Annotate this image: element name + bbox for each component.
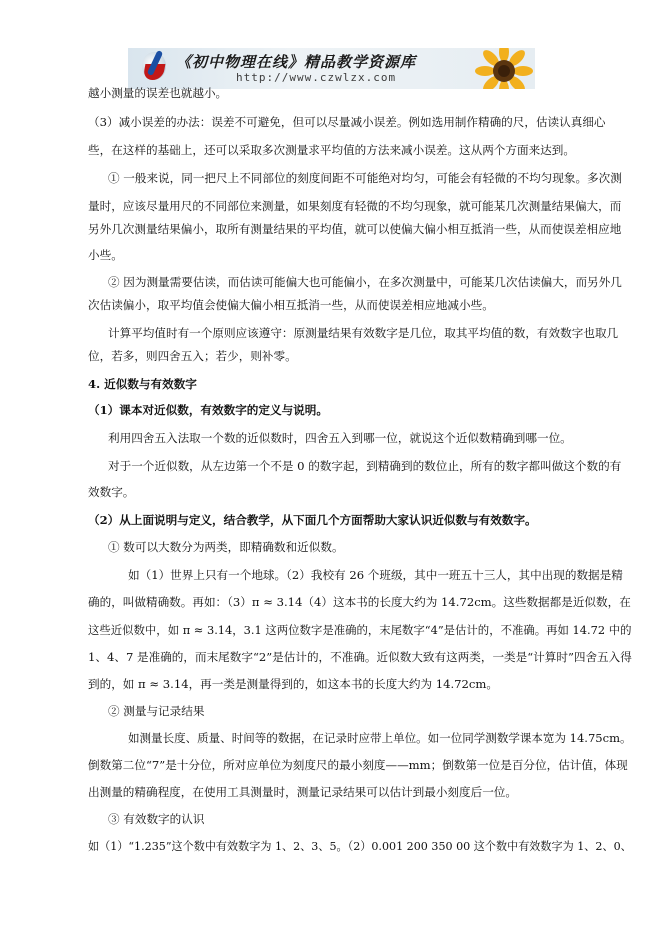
sunflower-icon (475, 48, 533, 89)
text-line: 到的，如 π ≈ 3.14，再一类是测量得到的，如这本书的长度大约为 14.72cm。 (88, 677, 499, 691)
text-line: 这些近似数中，如 π ≈ 3.14，3.1 这两位数字是准确的，末尾数字“4”是估计的，不准确。再如 14.72 中的 (88, 623, 632, 637)
text-line: ② 测量与记录结果 (108, 704, 205, 718)
text-line: （2）从上面说明与定义，结合教学，从下面几个方面帮助大家认识近似数与有效数字。 (88, 513, 537, 527)
banner-url: http://www.czwlzx.com (236, 71, 397, 84)
text-line: 次估读偏小，取平均值会使偏大偏小相互抵消一些，从而使误差相应地减小些。 (88, 298, 494, 312)
text-line: 利用四舍五入法取一个数的近似数时，四舍五入到哪一位，就说这个近似数精确到哪一位。 (108, 431, 572, 445)
banner-title: 《初中物理在线》精品教学资源库 (176, 53, 417, 71)
text-line: 如（1）世界上只有一个地球。（2）我校有 26 个班级，其中一班五十三人，其中出现的数据是精 (128, 568, 623, 582)
text-line: 1、4、7 是准确的，而末尾数字“2”是估计的，不准确。近似数大致有这两类，一类是“计算时”四舍五入得 (88, 650, 632, 664)
text-line: 量时，应该尽量用尺的不同部位来测量，如果刻度有轻微的不均匀现象，就可能某几次测量结果偏大，而 (88, 199, 622, 213)
text-line: （1）课本对近似数，有效数字的定义与说明。 (88, 403, 328, 417)
text-line: ② 因为测量需要估读，而估读可能偏大也可能偏小，在多次测量中，可能某几次估读偏大，而另外几 (108, 275, 622, 289)
text-line: 另外几次测量结果偏小，取所有测量结果的平均值，就可以使偏大偏小相互抵消一些，从而使误差相应地 (88, 222, 622, 236)
text-line: ① 数可以大数分为两类，即精确数和近似数。 (108, 540, 344, 554)
text-line: 位，若多，则四舍五入；若少，则补零。 (88, 349, 297, 363)
text-line: 确的，叫做精确数。再如：（3）π ≈ 3.14（4）这本书的长度大约为 14.72cm。这些数据都是近似数，在 (88, 595, 631, 609)
text-line: 小些。 (88, 248, 123, 262)
text-line: 如测量长度、质量、时间等的数据，在记录时应带上单位。如一位同学测数学课本宽为 14.75cm。 (128, 731, 632, 745)
text-line: ③ 有效数字的认识 (108, 812, 205, 826)
text-line: 4. 近似数与有效数字 (88, 377, 197, 391)
text-line: 对于一个近似数，从左边第一个不是 0 的数字起，到精确到的数位止，所有的数字都叫做这个数的有 (108, 459, 622, 473)
text-line: 越小测量的误差也就越小。 (88, 86, 228, 100)
text-line: 如（1）“1.235”这个数中有效数字为 1、2、3、5。（2）0.001 200 350 00 这个数中有效数字为 1、2、0、 (88, 839, 632, 853)
header-banner (128, 48, 535, 89)
text-line: 出测量的精确程度，在使用工具测量时，测量记录结果可以估计到最小刻度后一位。 (88, 785, 517, 799)
text-line: 计算平均值时有一个原则应该遵守：原测量结果有效数字是几位，取其平均值的数，有效数字也取几 (108, 326, 619, 340)
text-line: 些，在这样的基础上，还可以采取多次测量求平均值的方法来减小误差。这从两个方面来达到。 (88, 143, 575, 157)
text-line: 效数字。 (88, 485, 135, 499)
text-line: 倒数第二位“7”是十分位，所对应单位为刻度尺的最小刻度——mm；倒数第一位是百分位，估计值，体现 (88, 758, 628, 772)
text-line: ① 一般来说，同一把尺上不同部位的刻度间距不可能绝对均匀，可能会有轻微的不均匀现象。多次测 (108, 171, 622, 185)
text-line: （3）减小误差的办法：误差不可避免，但可以尽量减小误差。例如选用制作精确的尺，估读认真细心 (88, 115, 606, 129)
